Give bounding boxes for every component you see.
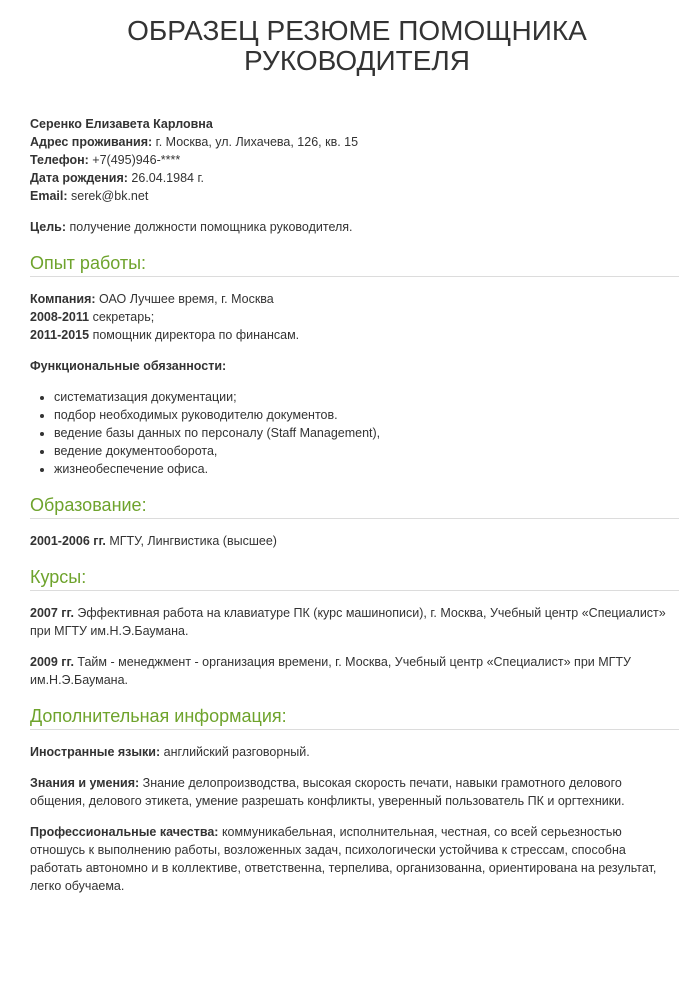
period-line-1 bbox=[30, 308, 679, 326]
period-2-value: помощник директора по финансам. bbox=[89, 328, 300, 342]
phone-label: Телефон: bbox=[30, 153, 89, 167]
company-line bbox=[30, 290, 679, 308]
qualities-line bbox=[30, 823, 679, 895]
phone-line bbox=[30, 151, 679, 169]
list-item: • жизнеобеспечение офиса. bbox=[54, 460, 679, 478]
period-2-label: 2011-2015 bbox=[30, 328, 90, 342]
person-name: Серенко Елизавета Карловна bbox=[30, 117, 213, 131]
address-value: г. Москва, ул. Лихачева, 126, кв. 15 bbox=[152, 135, 359, 149]
experience-heading: Опыт работы: bbox=[30, 252, 679, 277]
education-value: МГТУ, Лингвистика (высшее) bbox=[105, 534, 277, 548]
duties-label bbox=[30, 357, 679, 375]
skills-label: Знания и умения: bbox=[30, 776, 140, 790]
skills-value: Знание делопроизводства, высокая скорость печати, навыки грамотного делового общения, делового этикета, умение разрешать конфликты, уверенный пользователь ПК и оргтехники. bbox=[30, 776, 625, 808]
email-line bbox=[30, 187, 679, 205]
languages-value: английский разговорный. bbox=[160, 745, 310, 759]
page-title bbox=[30, 16, 679, 76]
goal-label: Цель: bbox=[30, 220, 67, 234]
course-item bbox=[30, 604, 679, 640]
courses-heading: Курсы: bbox=[30, 566, 679, 591]
birth-value: 26.04.1984 г. bbox=[127, 171, 204, 185]
skills-line bbox=[30, 774, 679, 810]
personal-info bbox=[30, 115, 679, 205]
email-value: serek@bk.net bbox=[67, 189, 149, 203]
duties-list bbox=[30, 388, 679, 478]
person-name-line bbox=[30, 115, 679, 133]
address-line bbox=[30, 133, 679, 151]
title-line-1: ОБРАЗЕЦ РЕЗЮМЕ ПОМОЩНИКА bbox=[127, 15, 587, 46]
education-line bbox=[30, 532, 679, 550]
birth-label: Дата рождения: bbox=[30, 171, 128, 185]
course-item bbox=[30, 653, 679, 689]
email-label: Email: bbox=[30, 189, 68, 203]
course-year: 2009 гг. bbox=[30, 655, 74, 669]
list-item: • ведение базы данных по персоналу (Staff Management), bbox=[54, 424, 679, 442]
languages-label: Иностранные языки: bbox=[30, 745, 161, 759]
languages-line bbox=[30, 743, 679, 761]
experience-info bbox=[30, 290, 679, 344]
phone-value: +7(495)946-**** bbox=[88, 153, 181, 167]
duties-label-text: Функциональные обязанности: bbox=[30, 359, 227, 373]
goal-line bbox=[30, 218, 679, 236]
period-line-2 bbox=[30, 326, 679, 344]
birth-line bbox=[30, 169, 679, 187]
period-1-value: секретарь; bbox=[89, 310, 155, 324]
qualities-label: Профессиональные качества: bbox=[30, 825, 219, 839]
list-item: • ведение документооборота, bbox=[54, 442, 679, 460]
company-value: ОАО Лучшее время, г. Москва bbox=[95, 292, 274, 306]
title-line-2: РУКОВОДИТЕЛЯ bbox=[244, 45, 470, 76]
course-text: Тайм - менеджмент - организация времени, г. Москва, Учебный центр «Специалист» при МГТУ им.Н.Э.Баумана. bbox=[30, 655, 631, 687]
qualities-value: коммуникабельная, исполнительная, честная, со всей серьезностью отношусь к выполнению работы, возложенных задач, психологически устойчива к стрессам, способна работать автономно и в коллективе, ответственна, терпелива, организованна, ориентирована на результат, легко обучаема. bbox=[30, 825, 657, 893]
list-item: • систематизация документации; bbox=[54, 388, 679, 406]
education-heading: Образование: bbox=[30, 494, 679, 519]
address-label: Адрес проживания: bbox=[30, 135, 153, 149]
period-1-label: 2008-2011 bbox=[30, 310, 90, 324]
additional-heading: Дополнительная информация: bbox=[30, 705, 679, 730]
course-year: 2007 гг. bbox=[30, 606, 74, 620]
company-label: Компания: bbox=[30, 292, 96, 306]
education-years: 2001-2006 гг. bbox=[30, 534, 106, 548]
goal-value: получение должности помощника руководителя. bbox=[66, 220, 353, 234]
list-item: • подбор необходимых руководителю документов. bbox=[54, 406, 679, 424]
course-text: Эффективная работа на клавиатуре ПК (курс машинописи), г. Москва, Учебный центр «Специалист» при МГТУ им.Н.Э.Баумана. bbox=[30, 606, 666, 638]
